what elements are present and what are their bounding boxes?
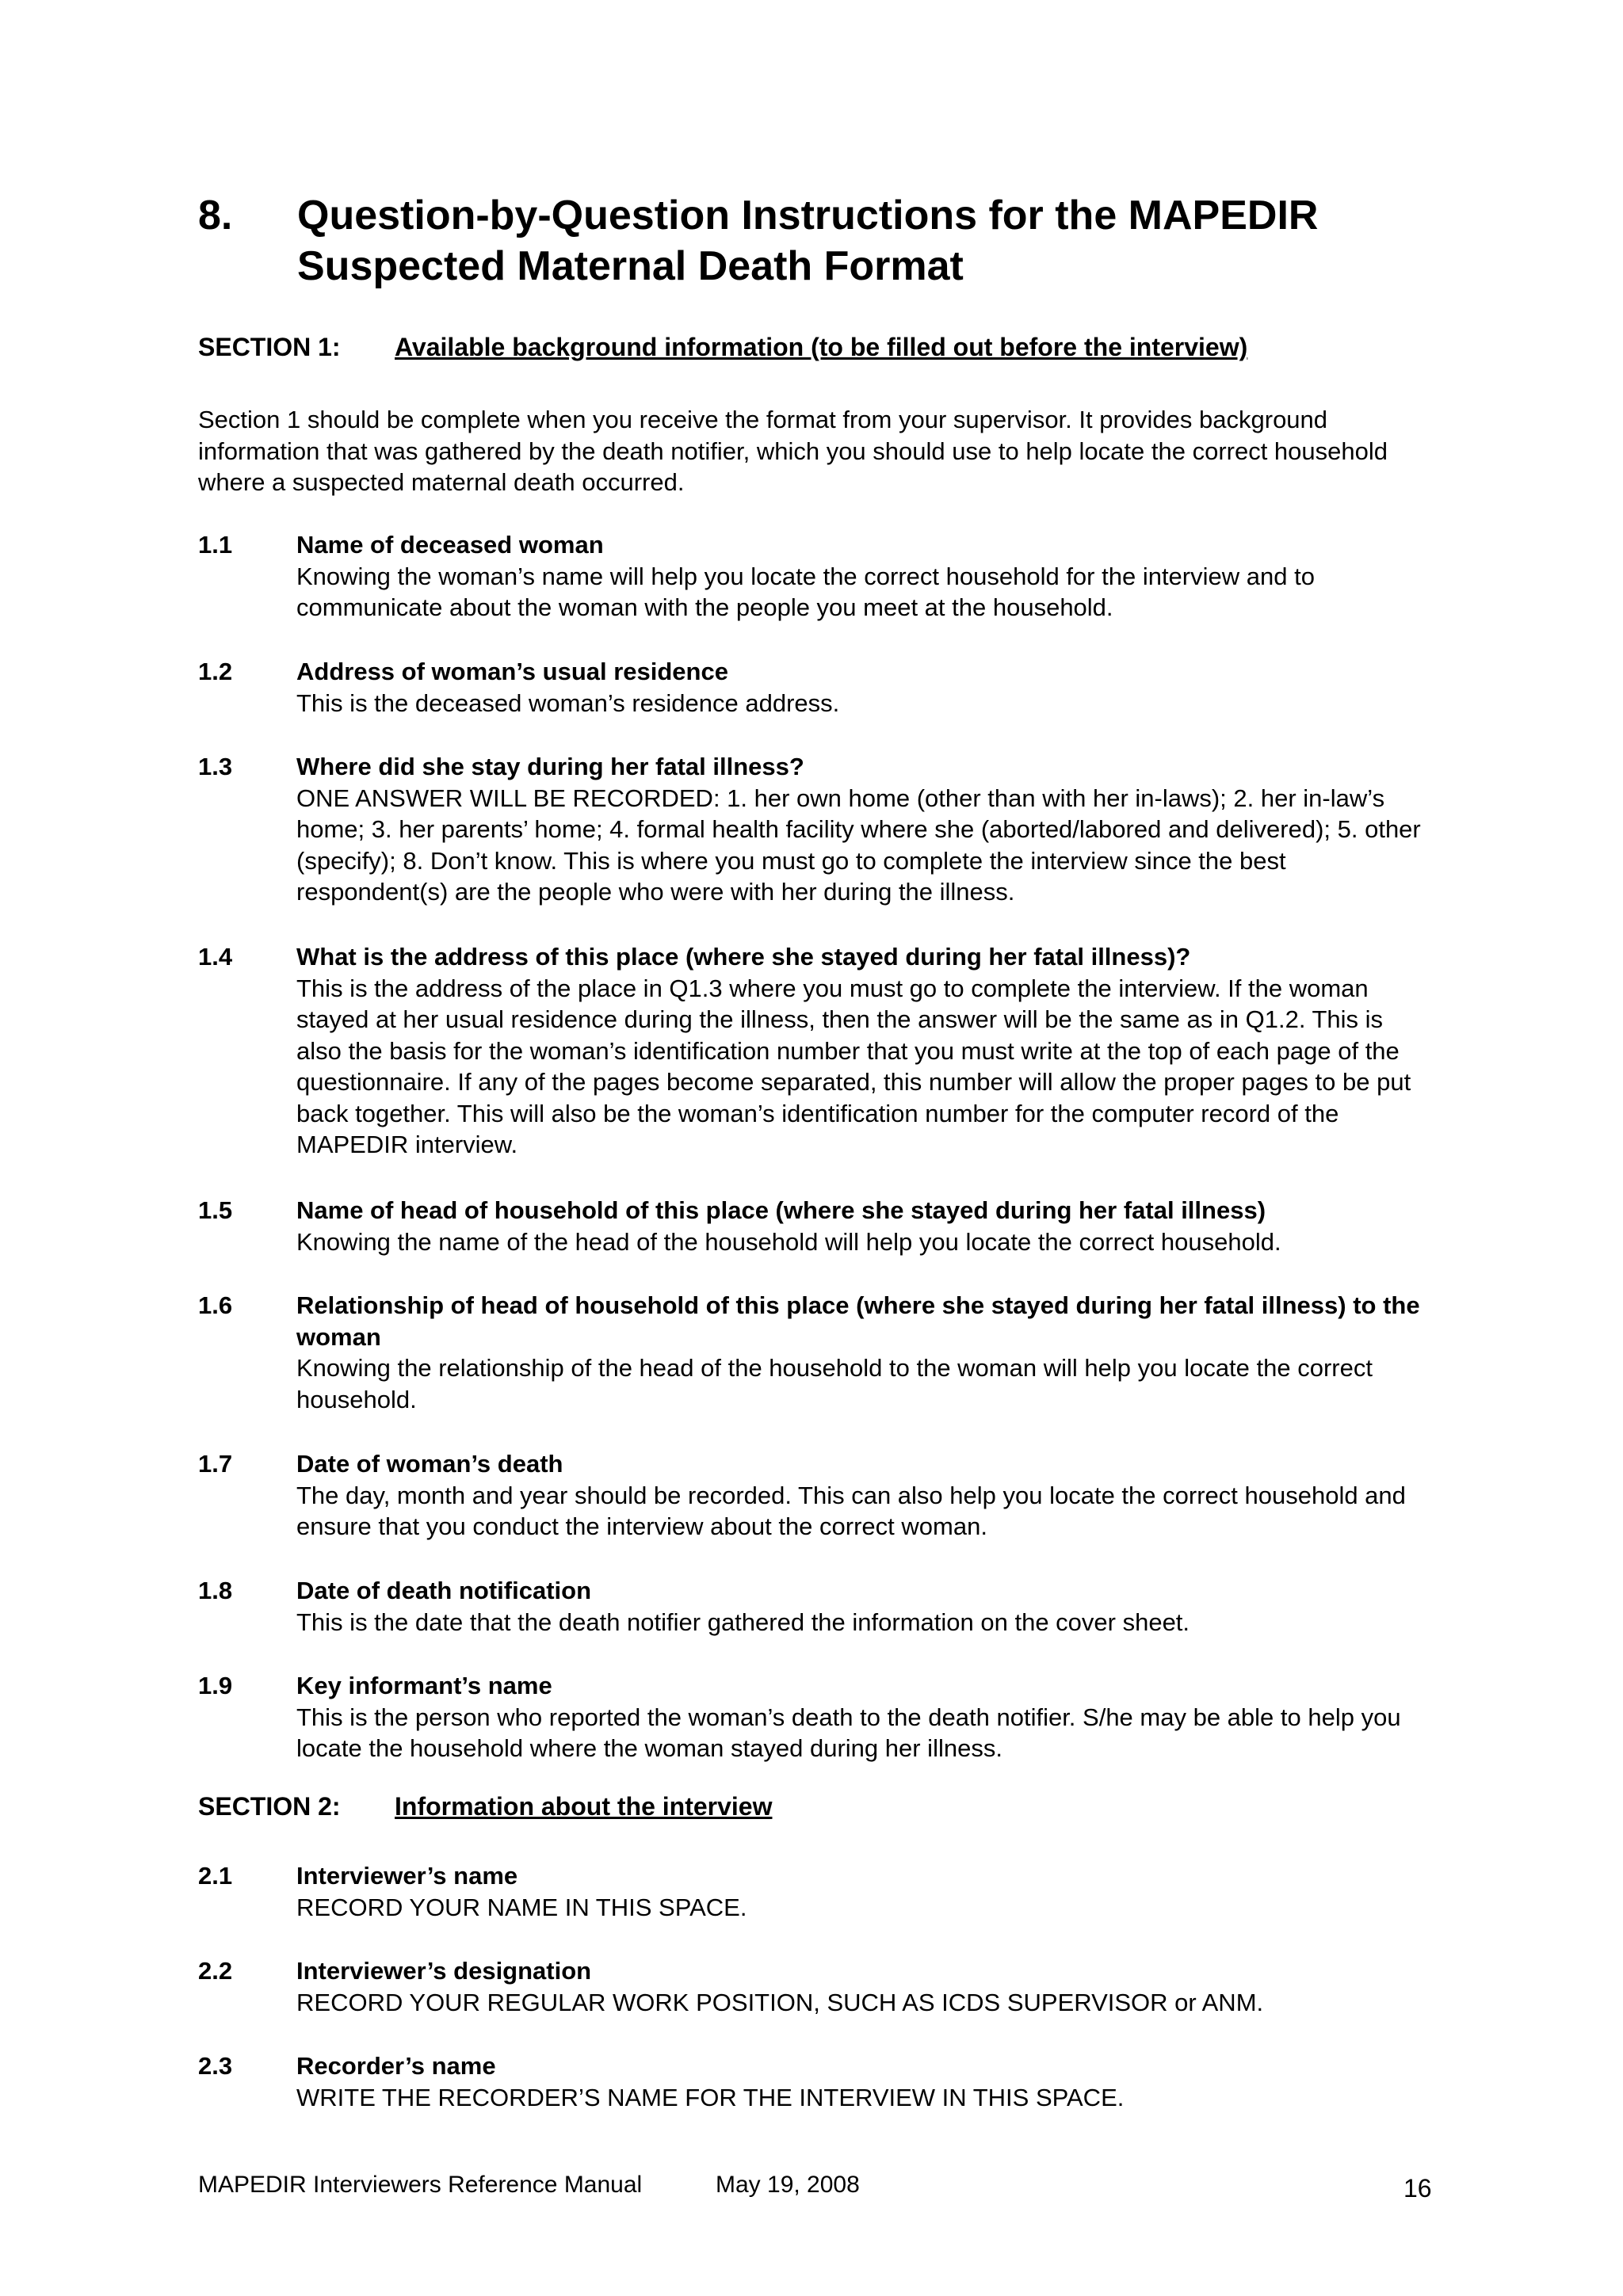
- question-number: 1.1: [198, 531, 233, 559]
- question-title: Key informant’s name: [296, 1672, 552, 1699]
- question-number: 1.5: [198, 1196, 233, 1224]
- question-item-1-1: [198, 529, 1434, 624]
- question-title: Date of woman’s death: [296, 1450, 563, 1478]
- section-1-heading: [198, 331, 1247, 363]
- question-number: 2.3: [198, 2052, 233, 2080]
- question-title: Where did she stay during her fatal illness?: [296, 753, 804, 780]
- question-description: Knowing the woman’s name will help you locate the correct household for the interview and to communicate about the woman with the people you meet at the household.: [296, 562, 1315, 621]
- question-description: RECORD YOUR NAME IN THIS SPACE.: [296, 1893, 747, 1921]
- question-number: 2.2: [198, 1957, 233, 1985]
- question-title: Address of woman’s usual residence: [296, 658, 728, 685]
- question-item-2-3: [198, 2050, 1434, 2113]
- question-title: Name of head of household of this place (where she stayed during her fatal illness): [296, 1196, 1266, 1224]
- question-description: Knowing the name of the head of the household will help you locate the correct household.: [296, 1227, 1281, 1256]
- section-1-title: Available background information (to be filled out before the interview): [395, 333, 1248, 361]
- question-number: 1.6: [198, 1291, 233, 1319]
- heading-number: 8.: [198, 193, 233, 238]
- question-item-1-6: [198, 1290, 1434, 1415]
- question-item-1-2: [198, 656, 1434, 719]
- section-2-heading: [198, 1791, 772, 1822]
- question-number: 1.3: [198, 753, 233, 780]
- section-2-label: SECTION 2:: [198, 1792, 341, 1821]
- question-title: Date of death notification: [296, 1577, 591, 1604]
- section-2-title: Information about the interview: [395, 1792, 773, 1821]
- heading-title: Question-by-Question Instructions for the MAPEDIR Suspected Maternal Death Format: [297, 193, 1319, 289]
- question-description: This is the address of the place in Q1.3 where you must go to complete the interview. If the woman stayed at her usual residence during the illness, then the answer will be the same as in Q1.2. This is also the basis for the woman’s identification number that you must write at the top of each page of the questionnaire. If any of the pages become separated, this number will allow the proper pages to be put back together. This will also be the woman’s identification number for the computer record of the MAPEDIR interview.: [296, 974, 1411, 1158]
- question-description: RECORD YOUR REGULAR WORK POSITION, SUCH AS ICDS SUPERVISOR or ANM.: [296, 1988, 1264, 2016]
- question-item-2-1: [198, 1860, 1434, 1923]
- question-item-1-9: [198, 1670, 1434, 1764]
- question-title: Name of deceased woman: [296, 531, 604, 559]
- section-1-intro: Section 1 should be complete when you receive the format from your supervisor. It provides background information that was gathered by the death notifier, which you should use to help locate the correct household where a suspected maternal death occurred.: [198, 406, 1388, 496]
- question-description: This is the date that the death notifier gathered the information on the cover sheet.: [296, 1608, 1190, 1636]
- question-number: 1.9: [198, 1672, 233, 1699]
- question-description: ONE ANSWER WILL BE RECORDED: 1. her own home (other than with her in-laws); 2. her in-law’s home; 3. her parents’ home; 4. formal health facility where she (aborted/labored and delivered); 5. other (specify); 8. Don’t know. This is where you must go to complete the interview since the best respondent(s) are the people who were with her during the illness.: [296, 784, 1421, 906]
- question-item-2-2: [198, 1955, 1434, 2018]
- question-item-1-4: [198, 941, 1434, 1161]
- section-1-label: SECTION 1:: [198, 333, 341, 361]
- question-title: Recorder’s name: [296, 2052, 496, 2080]
- question-item-1-3: [198, 751, 1434, 908]
- question-description: This is the person who reported the woman’s death to the death notifier. S/he may be able to help you locate the household where the woman stayed during her illness.: [296, 1703, 1401, 1762]
- question-title: Interviewer’s name: [296, 1862, 518, 1890]
- question-description: WRITE THE RECORDER’S NAME FOR THE INTERVIEW IN THIS SPACE.: [296, 2083, 1125, 2111]
- question-title: What is the address of this place (where she stayed during her fatal illness)?: [296, 943, 1191, 971]
- question-title: Relationship of head of household of this place (where she stayed during her fatal illness) to the woman: [296, 1291, 1420, 1351]
- question-number: 2.1: [198, 1862, 233, 1890]
- question-number: 1.4: [198, 943, 233, 971]
- question-description: The day, month and year should be recorded. This can also help you locate the correct household and ensure that you conduct the interview about the correct woman.: [296, 1481, 1406, 1540]
- question-title: Interviewer’s designation: [296, 1957, 592, 1985]
- page-number: 16: [1403, 2174, 1432, 2203]
- footer-date: May 19, 2008: [716, 2172, 860, 2198]
- question-description: This is the deceased woman’s residence address.: [296, 688, 840, 717]
- question-item-1-7: [198, 1448, 1434, 1543]
- page-heading: [198, 190, 1466, 292]
- question-item-1-5: [198, 1195, 1434, 1257]
- question-description: Knowing the relationship of the head of the household to the woman will help you locate the correct household.: [296, 1354, 1373, 1413]
- question-number: 1.2: [198, 658, 233, 685]
- footer-document-title: MAPEDIR Interviewers Reference Manual: [198, 2172, 643, 2198]
- question-number: 1.8: [198, 1577, 233, 1604]
- question-item-1-8: [198, 1575, 1434, 1638]
- question-number: 1.7: [198, 1450, 233, 1478]
